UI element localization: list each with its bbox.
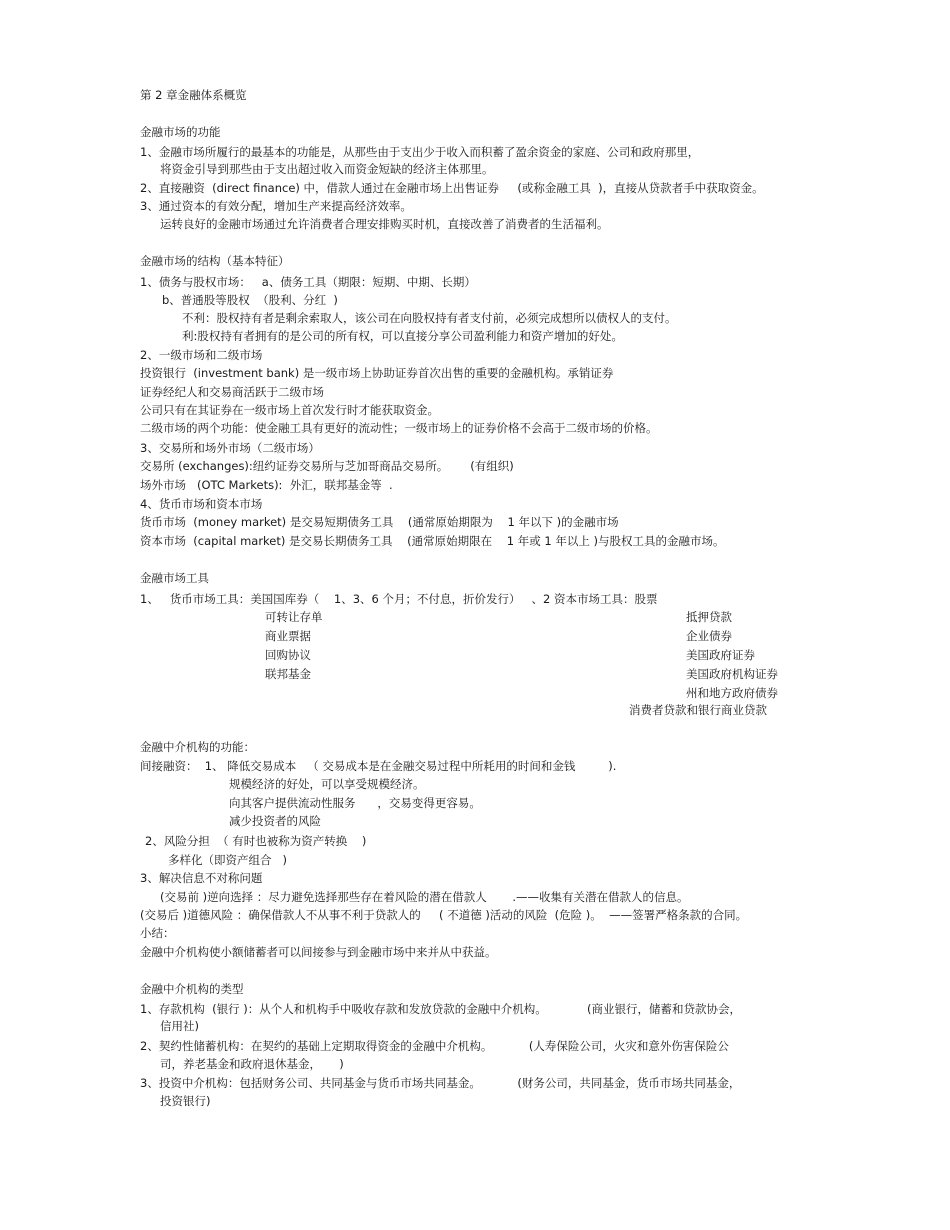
paragraph-line: 证券经纪人和交易商活跃于二级市场 xyxy=(140,385,324,399)
paragraph-line: 投资银行 (investment bank) 是一级市场上协助证券首次出售的重要的金融机构。承销证券 xyxy=(140,366,614,380)
paragraph-line: 2、契约性储蓄机构：在契约的基础上定期取得资金的金融中介机构。 (人寿保险公司，火灾和意外伤害保险公 xyxy=(140,1039,729,1053)
capital-market-item: 抵押贷款 xyxy=(686,610,732,624)
paragraph-line: b、普通股等股权 （股利、分红 ) xyxy=(162,293,338,307)
paragraph-line: 规模经济的好处，可以享受规模经济。 xyxy=(229,777,425,791)
paragraph-line: 货币市场 (money market) 是交易短期债务工具 (通常原始期限为 1 年以下 )的金融市场 xyxy=(140,515,619,529)
section-heading: 金融市场的结构（基本特征） xyxy=(140,254,290,268)
paragraph-line: 1、存款机构 (银行 )：从个人和机构手中吸收存款和发放贷款的金融中介机构。 (商业银行，储蓄和贷款协会， xyxy=(140,1002,741,1016)
paragraph-line: 1、金融市场所履行的最基本的功能是，从那些由于支出少于收入而积蓄了盈余资金的家庭、公司和政府那里， xyxy=(140,145,700,159)
paragraph-line: 金融中介机构使小额储蓄者可以间接参与到金融市场中来并从中获益。 xyxy=(140,945,497,959)
paragraph-line: 3、解决信息不对称问题 xyxy=(140,871,263,885)
paragraph-line: 3、投资中介机构：包括财务公司、共同基金与货币市场共同基金。 (财务公司，共同基金，货币市场共同基金， xyxy=(140,1076,741,1090)
capital-market-item: 消费者贷款和银行商业贷款 xyxy=(629,703,767,717)
paragraph-line: 不利：股权持有者是剩余索取人，该公司在向股权持有者支付前，必须完成想所以债权人的支付。 xyxy=(182,311,677,325)
money-market-item: 回购协议 xyxy=(265,648,311,662)
paragraph-line: 1、 货币市场工具：美国国库券（ 1、3、6 个月；不付息，折价发行） 、2 资本市场工具：股票 xyxy=(140,592,658,606)
paragraph-line: 3、交易所和场外市场（二级市场） xyxy=(140,441,320,455)
paragraph-line: 场外市场 (OTC Markets): 外汇，联邦基金等 . xyxy=(140,478,393,492)
paragraph-line: 向其客户提供流动性服务 ，交易变得更容易。 xyxy=(229,796,481,810)
paragraph-line: 2、一级市场和二级市场 xyxy=(140,348,263,362)
paragraph-line: 2、风险分担 （ 有时也被称为资产转换 ) xyxy=(145,834,367,848)
section-heading: 金融中介机构的功能： xyxy=(140,740,255,754)
paragraph-line: 间接融资： 1、 降低交易成本 （ 交易成本是在金融交易过程中所耗用的时间和金钱 ). xyxy=(140,759,617,773)
money-market-item: 联邦基金 xyxy=(265,667,311,681)
chapter-title: 第 2 章金融体系概览 xyxy=(140,88,247,102)
paragraph-line: 二级市场的两个功能：使金融工具有更好的流动性；一级市场上的证券价格不会高于二级市场的价格。 xyxy=(140,421,658,435)
paragraph-line: 4、货币市场和资本市场 xyxy=(140,497,263,511)
paragraph-line: 信用社) xyxy=(160,1019,199,1033)
paragraph-line: 公司只有在其证券在一级市场上首次发行时才能获取资金。 xyxy=(140,403,439,417)
section-heading: 金融市场工具 xyxy=(140,571,209,585)
paragraph-line: 运转良好的金融市场通过允许消费者合理安排购买时机，直接改善了消费者的生活福利。 xyxy=(160,217,609,231)
paragraph-line: 将资金引导到那些由于支出超过收入而资金短缺的经济主体那里。 xyxy=(160,162,494,176)
paragraph-line: (交易前 )逆向选择 ：尽力避免选择那些存在着风险的潜在借款人 .——收集有关潜在借款人的信息。 xyxy=(160,890,689,904)
paragraph-line: 交易所 (exchanges):纽约证券交易所与芝加哥商品交易所。 (有组织) xyxy=(140,459,514,473)
capital-market-item: 美国政府证券 xyxy=(686,648,755,662)
capital-market-item: 州和地方政府债券 xyxy=(686,686,778,700)
paragraph-line: 司，养老基金和政府退休基金， ) xyxy=(160,1057,344,1071)
section-heading: 金融中介机构的类型 xyxy=(140,982,244,996)
paragraph-line: 减少投资者的风险 xyxy=(229,814,321,828)
section-heading: 金融市场的功能 xyxy=(140,125,221,139)
paragraph-line: 利:股权持有者拥有的是公司的所有权，可以直接分享公司盈利能力和资产增加的好处。 xyxy=(182,329,623,343)
paragraph-line: 3、通过资本的有效分配，增加生产来提高经济效率。 xyxy=(140,199,412,213)
paragraph-line: 投资银行) xyxy=(160,1094,211,1108)
paragraph-line: (交易后 )道德风险 ：确保借款人不从事不利于贷款人的 ( 不道德 )活动的风险 (危险 )。 ——签署严格条款的合同。 xyxy=(140,908,748,922)
paragraph-line: 资本市场 (capital market) 是交易长期债务工具 (通常原始期限在 1 年或 1 年以上 )与股权工具的金融市场。 xyxy=(140,534,725,548)
capital-market-item: 美国政府机构证券 xyxy=(686,667,778,681)
money-market-item: 可转让存单 xyxy=(265,610,323,624)
paragraph-line: 小结： xyxy=(140,926,175,940)
paragraph-line: 1、债务与股权市场： a、债务工具（期限：短期、中期、长期） xyxy=(140,275,476,289)
money-market-item: 商业票据 xyxy=(265,629,311,643)
paragraph-line: 多样化（即资产组合 ) xyxy=(168,853,287,867)
capital-market-item: 企业债券 xyxy=(686,629,732,643)
paragraph-line: 2、直接融资 (direct finance) 中，借款人通过在金融市场上出售证券 (或称金融工具 )，直接从贷款者手中获取资金。 xyxy=(140,181,764,195)
